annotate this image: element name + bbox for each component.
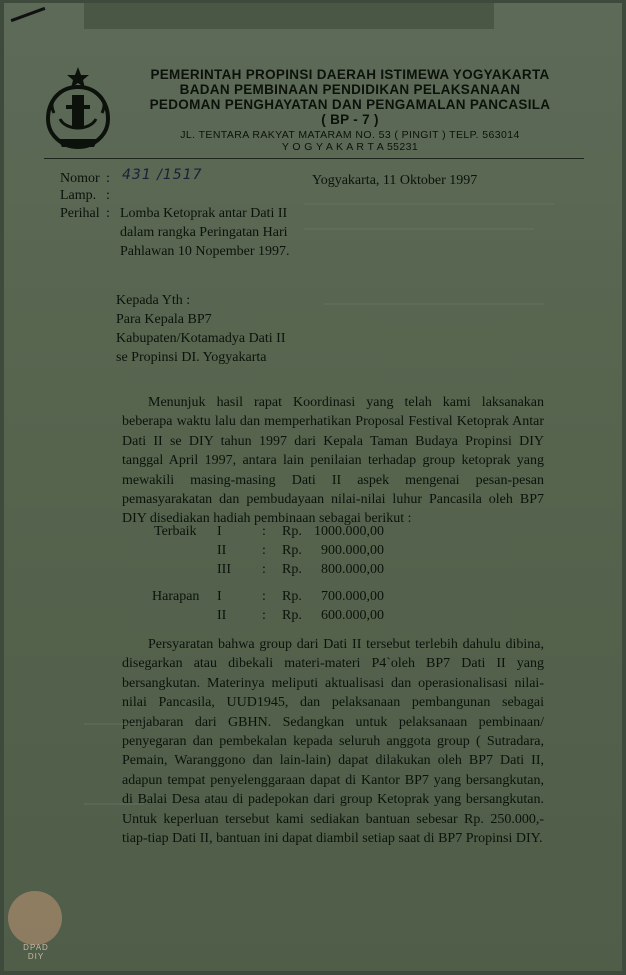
recipient-line: Kabupaten/Kotamadya Dati II (116, 331, 286, 346)
bleed-through (304, 228, 534, 230)
prize-group-title: Terbaik (154, 524, 197, 539)
recipient-line: Kepada Yth : (116, 293, 191, 308)
prize-currency: Rp. (282, 608, 302, 623)
prize-amount: 700.000,00 (321, 589, 384, 604)
prize-colon: : (262, 524, 266, 539)
prize-currency: Rp. (282, 524, 302, 539)
prize-group-title: Harapan (152, 589, 200, 604)
body-paragraph-2-text: Persyaratan bahwa group dari Dati II tersebut terlebih dahulu dibina, disegarkan atau dibekali materi-materi P4`oleh BP7 Dati II yang bersangkutan. Materinya meliputi aktualisasi dan operasionalisasi nilai-nilai Pancasila, UUD1945, dan pelaksanaan pembangunan sebagai penjabaran dari GBHN. Sedangkan untuk pelaksanaan pembinaan/ penyegaran dan pembekalan kepada seluruh anggota group ( Sutradara, Pemain, Waranggono dan lain-lain) dapat dilakukan oleh BP7 Dati II, adapun tempat penyelenggaraan dapat di Kantor BP7 yang bersangkutan, di Balai Desa atau di padepokan dari group Ketoprak yang bersangkutan. Untuk keperluan tersebut kami sediakan bantuan sebesar Rp. 250.000,- tiap-tiap Dati II, bantuan ini dapat diambil setiap saat di BP7 Propinsi DIY. (122, 637, 544, 847)
place-date: Yogyakarta, 11 Oktober 1997 (312, 173, 478, 188)
prize-rank: II (217, 543, 227, 558)
body-paragraph-1-text: Menunjuk hasil rapat Koordinasi yang telah kami laksanakan beberapa waktu lalu dan memperhatikan Proposal Festival Ketoprak Antar Dati II se DIY tahun 1997 dari Kepala Taman Budaya Propinsi DIY tanggal April 1997, antara lain penilaian terhadap group ketoprak yang mewakili masing-masing Dati II aspek mengenai pesan-pesan pemasyarakatan dan pembudayaan nilai-nilai luhur Pancasila oleh BP7 DIY disediakan hadiah pembinaan sebagai berikut : (122, 395, 544, 527)
lamp-label: Lamp. (60, 188, 97, 203)
archive-watermark (6, 943, 66, 961)
prize-rank: I (217, 524, 222, 539)
recipient-line: se Propinsi DI. Yogyakarta (116, 350, 267, 365)
prize-colon: : (262, 562, 266, 577)
prize-amount: 900.000,00 (321, 543, 384, 558)
watermark-line: DPAD (23, 943, 49, 952)
nomor-value: 431 /1517 (122, 167, 203, 183)
recipient-line: Para Kepala BP7 (116, 312, 212, 327)
perihal-line: dalam rangka Peringatan Hari (120, 225, 288, 240)
pen-mark (11, 7, 46, 22)
prize-rank: I (217, 589, 222, 604)
body-paragraph-1 (122, 393, 544, 529)
prize-currency: Rp. (282, 589, 302, 604)
letterhead-line-2: BADAN PEMBINAAN PENDIDIKAN PELAKSANAAN (179, 82, 521, 97)
scan-shadow (84, 3, 494, 29)
archive-stamp-icon (8, 891, 62, 945)
prize-colon: : (262, 543, 266, 558)
prize-amount: 800.000,00 (321, 562, 384, 577)
bleed-through (304, 203, 554, 205)
letterhead-line-4: ( BP - 7 ) (321, 112, 379, 127)
letterhead-address: JL. TENTARA RAKYAT MATARAM NO. 53 ( PINGIT ) TELP. 563014 (180, 129, 520, 141)
letterhead-divider (44, 158, 584, 159)
prize-currency: Rp. (282, 543, 302, 558)
bleed-through (324, 303, 544, 305)
prize-rank: III (217, 562, 231, 577)
perihal-line: Lomba Ketoprak antar Dati II (120, 206, 288, 221)
prize-colon: : (262, 589, 266, 604)
bleed-through (84, 803, 144, 805)
perihal-colon: : (106, 206, 110, 221)
prize-currency: Rp. (282, 562, 302, 577)
prize-amount: 1000.000,00 (314, 524, 384, 539)
watermark-line: DIY (27, 952, 45, 961)
prize-rank: II (217, 608, 227, 623)
perihal-line: Pahlawan 10 Nopember 1997. (120, 244, 290, 259)
letterhead-line-3: PEDOMAN PENGHAYATAN DAN PENGAMALAN PANCASILA (149, 97, 551, 112)
prize-amount: 600.000,00 (321, 608, 384, 623)
nomor-colon: : (106, 171, 110, 186)
document-page (4, 3, 622, 971)
prize-colon: : (262, 608, 266, 623)
bleed-through (84, 723, 144, 725)
nomor-label: Nomor (60, 171, 100, 186)
body-paragraph-2 (122, 635, 544, 848)
perihal-label: Perihal (60, 206, 100, 221)
letterhead-line-1: PEMERINTAH PROPINSI DAERAH ISTIMEWA YOGYAKARTA (150, 67, 550, 82)
letterhead-city: Y O G Y A K A R T A 55231 (281, 141, 419, 153)
lamp-colon: : (106, 188, 110, 203)
